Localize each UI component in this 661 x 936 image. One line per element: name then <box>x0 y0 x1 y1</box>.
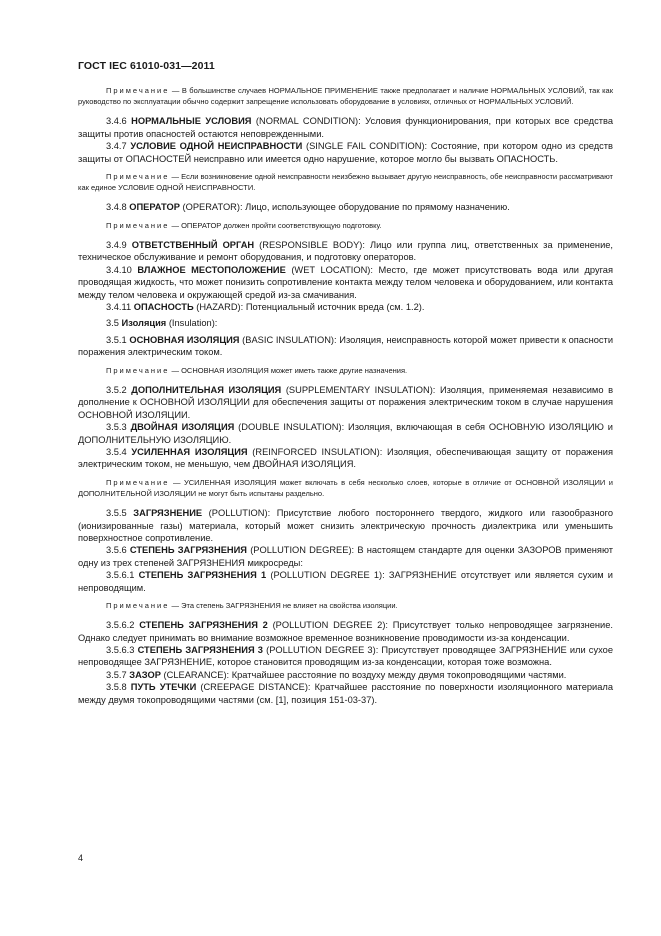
definition-text: (SUPPLEMENTARY INSULATION): Изоляция, применяемая независимо в дополнение к ОСНОВНОЙ ИЗОЛЯЦИИ для обеспечения защиты от поражения электрическим током в случае нарушения ОСНОВНОЙ ИЗОЛЯЦИИ. <box>78 384 614 420</box>
term-name: ОТВЕТСТВЕННЫЙ ОРГАН <box>131 240 255 251</box>
note-label: Примечание <box>106 365 170 375</box>
clause-number: 3.4.8 <box>106 202 130 213</box>
definition-paragraph <box>78 115 613 140</box>
term-name: ЗАГРЯЗНЕНИЕ <box>133 508 203 519</box>
clause-number: 3.5.2 <box>106 384 132 395</box>
definition-paragraph <box>78 681 613 706</box>
term-name: УСИЛЕННАЯ ИЗОЛЯЦИЯ <box>131 446 248 457</box>
definition-text: (POLLUTION DEGREE): В настоящем стандарте для оценки ЗАЗОРОВ применяют одну из трех степеней ЗАГРЯЗНЕНИЯ микросреды: <box>78 545 613 568</box>
clause-number: 3.5.5 <box>106 508 134 519</box>
document-body <box>78 85 613 706</box>
term-name: ОПАСНОСТЬ <box>133 302 194 313</box>
definition-text: (SINGLE FAIL CONDITION): Состояние, при котором одно из средств защиты от ОПАСНОСТЕЙ неисправно или имеется одно нарушение, которое могло бы вызвать ОПАСНОСТЬ. <box>78 141 613 164</box>
definition-text: (CREEPAGE DISTANCE): Кратчайшее расстояние по поверхности изоляционного материала между двумя токопроводящими частями (см. [1], позиция 151-03-37). <box>78 682 613 705</box>
definition-text: (Insulation): <box>166 318 218 329</box>
definition-text: (NORMAL CONDITION): Условия функционирования, при которых все средства защиты против опасностей остаются неповрежденными. <box>78 116 614 139</box>
clause-number: 3.5.6 <box>106 545 130 556</box>
term-name: Изоляция <box>121 318 167 329</box>
note-paragraph <box>78 85 613 107</box>
definition-paragraph <box>78 446 613 471</box>
clause-number: 3.4.11 <box>106 302 134 313</box>
clause-number: 3.5.6.2 <box>106 620 140 631</box>
note-text: — ОПЕРАТОР должен пройти соответствующую подготовку. <box>169 220 382 230</box>
definition-text: (WET LOCATION): Место, где может присутствовать вода или другая проводящая жидкость, что может понизить сопротивление контакта между телом человека и оборудованием, или контакта между телом человека и окружающей средой из-за смачивания. <box>78 264 613 300</box>
page-number: 4 <box>78 853 84 863</box>
definition-paragraph <box>78 507 613 544</box>
definition-text: (REINFORCED INSULATION): Изоляция, обеспечивающая защиту от поражения электрическим током, не меньшую, чем ДВОЙНАЯ ИЗОЛЯЦИЯ. <box>78 446 614 470</box>
note-text: — УСИЛЕННАЯ ИЗОЛЯЦИЯ может включать в себя несколько слоев, которые в отличие от ОСНОВНОЙ ИЗОЛЯЦИИ и ДОПОЛНИТЕЛЬНОЙ ИЗОЛЯЦИИ не могут быть испытаны раздельно. <box>78 477 613 498</box>
clause-number: 3.5.7 <box>106 669 130 680</box>
definition-text: (OPERATOR): Лицо, использующее оборудование по прямому назначению. <box>179 202 510 213</box>
clause-number: 3.5.8 <box>106 682 131 693</box>
clause-number: 3.4.9 <box>106 240 132 251</box>
term-name: НОРМАЛЬНЫЕ УСЛОВИЯ <box>131 116 252 127</box>
note-text: — В большинстве случаев НОРМАЛЬНОЕ ПРИМЕНЕНИЕ также предполагает и наличие НОРМАЛЬНЫХ УСЛОВИЙ, так как руководство по эксплуатации обычно содержит запрещение использовать оборудование в условиях, отличных от НОРМАЛЬНЫХ УСЛОВИЙ. <box>78 86 613 107</box>
note-label: Примечание <box>106 477 170 487</box>
note-paragraph <box>78 600 613 611</box>
definition-paragraph <box>78 619 613 644</box>
definition-paragraph <box>78 384 613 421</box>
definition-text: (POLLUTION DEGREE 2): Присутствует только непроводящее загрязнение. Однако следует принимать во внимание возможное временное возникновение проводимости из-за конденсации. <box>78 620 613 643</box>
clause-number: 3.5.6.1 <box>106 570 139 581</box>
term-name: ВЛАЖНОЕ МЕСТОПОЛОЖЕНИЕ <box>137 264 286 275</box>
note-text: — ОСНОВНАЯ ИЗОЛЯЦИЯ может иметь также другие назначения. <box>169 365 408 375</box>
definition-paragraph <box>78 239 613 264</box>
document-page <box>78 60 613 706</box>
note-paragraph <box>78 477 613 499</box>
definition-paragraph <box>78 644 613 669</box>
definition-text: (RESPONSIBLE BODY): Лицо или группа лиц, ответственных за применение, техническое обслуживание и ремонт оборудования, и подготовку операторов. <box>78 240 614 263</box>
note-label: Примечание <box>106 220 170 230</box>
definition-paragraph <box>78 544 613 569</box>
clause-number: 3.4.6 <box>106 116 132 127</box>
definition-text: (CLEARANCE): Кратчайшее расстояние по воздуху между двумя токопроводящими частями. <box>160 669 567 680</box>
term-name: ОСНОВНАЯ ИЗОЛЯЦИЯ <box>129 334 240 345</box>
note-paragraph <box>78 171 613 193</box>
term-name: ЗАЗОР <box>129 669 161 680</box>
term-name: УСЛОВИЕ ОДНОЙ НЕИСПРАВНОСТИ <box>130 141 303 152</box>
definition-paragraph <box>78 301 613 313</box>
definition-paragraph <box>78 569 613 594</box>
definition-text: (BASIC INSULATION): Изоляция, неисправность которой может привести к опасности поражения электрическим током. <box>78 334 614 358</box>
document-header: ГОСТ IEC 61010-031—2011 <box>78 60 215 72</box>
term-name: СТЕПЕНЬ ЗАГРЯЗНЕНИЯ 1 <box>138 570 267 581</box>
term-name: ОПЕРАТОР <box>129 202 180 213</box>
clause-number: 3.5.1 <box>106 334 130 345</box>
term-name: СТЕПЕНЬ ЗАГРЯЗНЕНИЯ 2 <box>139 620 268 631</box>
clause-number: 3.5.6.3 <box>106 645 138 656</box>
definition-paragraph <box>78 140 613 165</box>
definition-text: (POLLUTION DEGREE 3): Присутствует проводящее ЗАГРЯЗНЕНИЕ или сухое непроводящее ЗАГРЯЗНЕНИЕ, которое становится проводящим из-за конденсации, которая тоже возможна. <box>78 645 613 668</box>
definition-paragraph <box>78 317 613 329</box>
note-paragraph <box>78 365 613 376</box>
definition-text: (DOUBLE INSULATION): Изоляция, включающая в себя ОСНОВНУЮ ИЗОЛЯЦИЮ и ДОПОЛНИТЕЛЬНУЮ ИЗОЛЯЦИЮ. <box>78 422 613 445</box>
term-name: ПУТЬ УТЕЧКИ <box>130 682 197 693</box>
clause-number: 3.5.3 <box>106 422 131 433</box>
definition-paragraph <box>78 421 613 446</box>
note-paragraph <box>78 220 613 231</box>
term-name: ДВОЙНАЯ ИЗОЛЯЦИЯ <box>130 422 235 433</box>
term-name: СТЕПЕНЬ ЗАГРЯЗНЕНИЯ 3 <box>137 645 263 656</box>
definition-paragraph <box>78 201 613 213</box>
note-label: Примечание <box>106 601 170 610</box>
clause-number: 3.4.10 <box>106 264 138 275</box>
note-label: Примечание <box>106 86 170 95</box>
note-text: — Эта степень ЗАГРЯЗНЕНИЯ не влияет на свойства изоляции. <box>169 601 398 610</box>
clause-number: 3.4.7 <box>106 141 131 152</box>
definition-text: (POLLUTION): Присутствие любого постороннего твердого, жидкого или газообразного (ионизированные газы) материала, который может снизить электрическую прочность диэлектрика или уменьшить поверхностное сопротивление. <box>78 508 613 543</box>
definition-text: (HAZARD): Потенциальный источник вреда (см. 1.2). <box>193 302 425 313</box>
clause-number: 3.5 <box>106 318 122 329</box>
clause-number: 3.5.4 <box>106 446 132 457</box>
definition-paragraph <box>78 669 613 681</box>
note-label: Примечание <box>106 172 170 182</box>
definition-text: (POLLUTION DEGREE 1): ЗАГРЯЗНЕНИЕ отсутствует или является сухим и непроводящим. <box>78 570 613 593</box>
definition-paragraph <box>78 264 613 301</box>
note-text: — Если возникновение одной неисправности неизбежно вызывает другую неисправность, обе неисправности рассматривают как единое УСЛОВИЕ ОДНОЙ НЕИСПРАВНОСТИ. <box>78 172 613 193</box>
term-name: ДОПОЛНИТЕЛЬНАЯ ИЗОЛЯЦИЯ <box>131 384 282 395</box>
term-name: СТЕПЕНЬ ЗАГРЯЗНЕНИЯ <box>129 545 247 556</box>
definition-paragraph <box>78 334 613 359</box>
